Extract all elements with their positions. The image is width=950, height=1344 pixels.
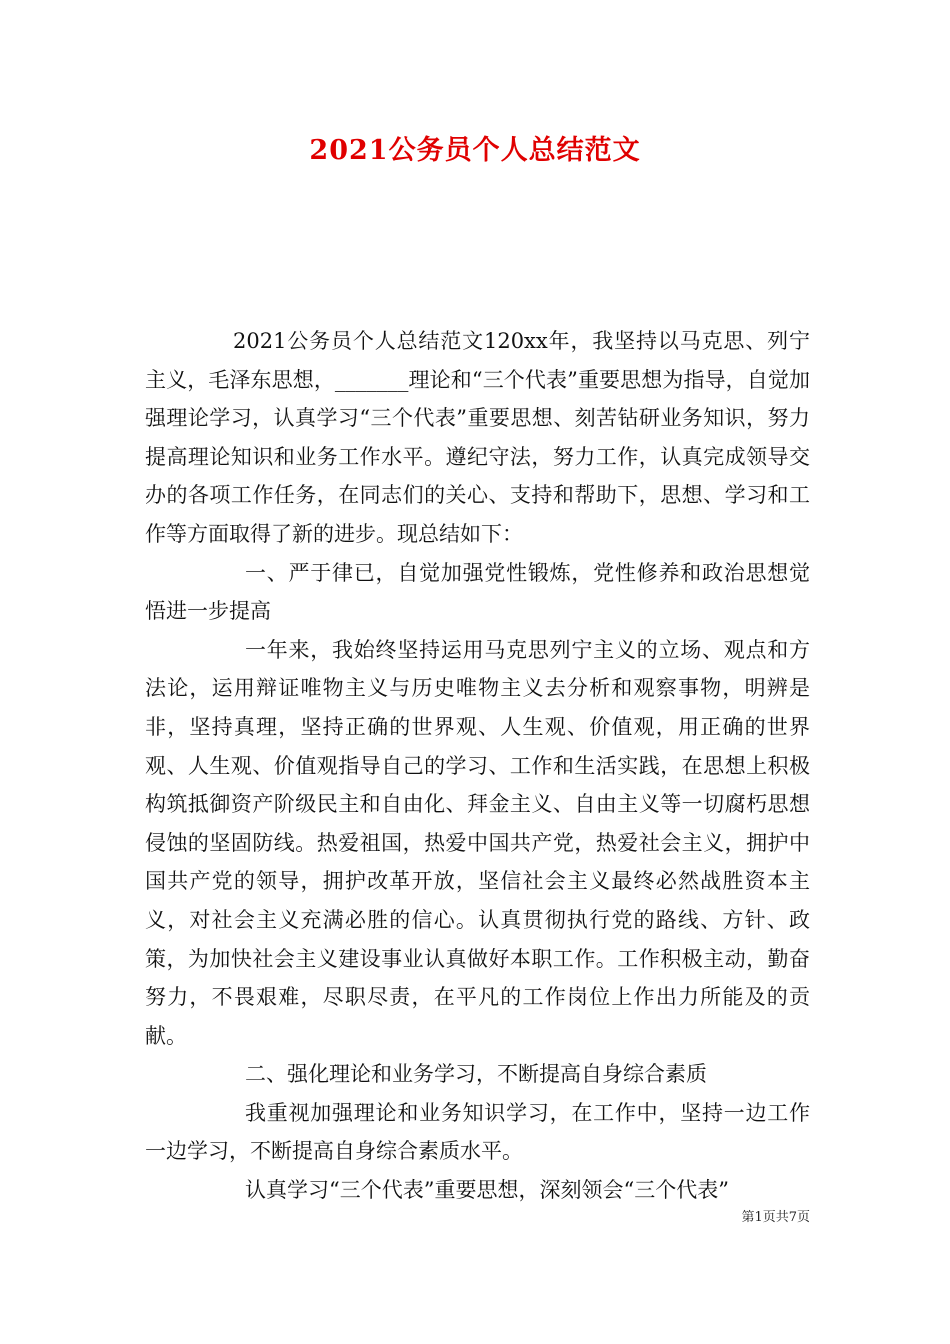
page-number: 第1页共7页: [741, 1210, 810, 1225]
section-heading-2: 二、强化理论和业务学习，不断提高自身综合素质: [245, 1062, 707, 1087]
paragraph-intro: 2021公务员个人总结范文120xx年，我坚持以马克思、列宁主义，毛泽东思想，_______理论和“三个代表”重要思想为指导，自觉加强理论学习，认真学习“三个代表”重要思想、刻苦钻研业务知识，努力提高理论知识和业务工作水平。遵纪守法，努力工作，认真完成领导交办的各项工作任务，在同志们的关心、支持和帮助下，思想、学习和工作等方面取得了新的进步。现总结如下：: [145, 329, 810, 546]
document-body: [145, 322, 810, 1210]
paragraph-section-1: 一年来，我始终坚持运用马克思列宁主义的立场、观点和方法论，运用辩证唯物主义与历史唯物主义去分析和观察事物，明辨是非，坚持真理，坚持正确的世界观、人生观、价值观，用正确的世界观、人生观、价值观指导自己的学习、工作和生活实践，在思想上积极构筑抵御资产阶级民主和自由化、拜金主义、自由主义等一切腐朽思想侵蚀的坚固防线。热爱祖国，热爱中国共产党，热爱社会主义，拥护中国共产党的领导，拥护改革开放，坚信社会主义最终必然战胜资本主义，对社会主义充满必胜的信心。认真贯彻执行党的路线、方针、政策，为加快社会主义建设事业认真做好本职工作。工作积极主动，勤奋努力，不畏艰难，尽职尽责，在平凡的工作岗位上作出力所能及的贡献。: [145, 637, 810, 1048]
paragraph-section-2-cont: 认真学习“三个代表”重要思想，深刻领会“三个代表”: [245, 1178, 729, 1203]
paragraph-section-2: 我重视加强理论和业务知识学习，在工作中，坚持一边工作一边学习，不断提高自身综合素质水平。: [145, 1100, 810, 1164]
section-heading-1: 一、严于律已，自觉加强党性锻炼，党性修养和政治思想觉悟进一步提高: [145, 560, 810, 624]
document-title: 2021公务员个人总结范文: [309, 135, 641, 166]
